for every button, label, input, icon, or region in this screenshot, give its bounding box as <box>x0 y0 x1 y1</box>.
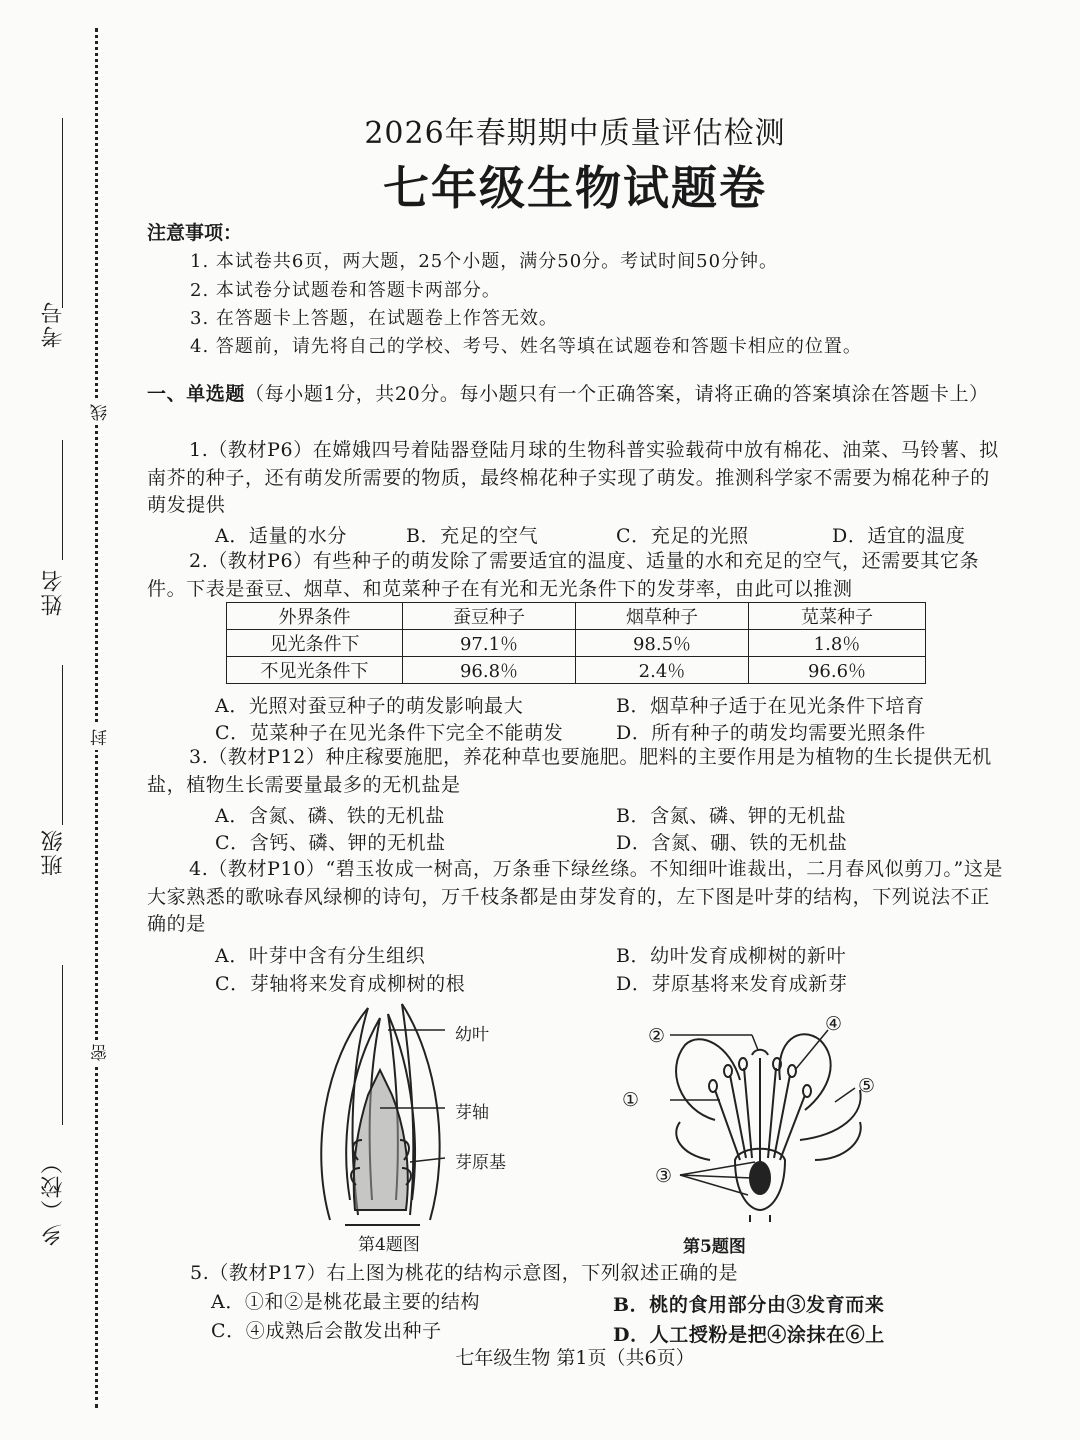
seal-line-char: 线 <box>88 400 113 425</box>
notes-heading: 注意事项： <box>147 222 243 244</box>
table-cell: 98.5％ <box>576 630 749 657</box>
school-rule <box>62 965 63 1125</box>
q4-option-c: C．芽轴将来发育成柳树的根 <box>215 973 466 995</box>
note-item: 4. 答题前，请先将自己的学校、考号、姓名等填在试题卷和答题卡相应的位置。 <box>190 336 862 357</box>
q2-option-c: C．苋菜种子在见光条件下完全不能萌发 <box>215 722 564 744</box>
leader-line-3c <box>680 1162 755 1175</box>
class-rule <box>62 665 63 825</box>
table-cell: 不见光条件下 <box>227 657 403 684</box>
leaf-bud-diagram <box>310 1000 550 1230</box>
table-header: 烟草种子 <box>576 603 749 630</box>
q2-option-d: D．所有种子的萌发均需要光照条件 <box>616 722 926 744</box>
q4-option-d: D．芽原基将来发育成新芽 <box>616 973 848 995</box>
flower-drawing <box>676 1034 861 1222</box>
q3-option-d: D．含氮、硼、铁的无机盐 <box>616 832 848 854</box>
binding-dotted-line <box>95 28 98 1408</box>
question-1-stem: 1.（教材P6）在嫦娥四号着陆器登陆月球的生物科普实验载荷中放有棉花、油菜、马铃薯、拟南芥的种子，还有萌发所需要的物质，最终棉花种子实现了萌发。推测科学家不需要为棉花种子的萌发提供 <box>147 439 999 516</box>
q4-option-b: B．幼叶发育成柳树的新叶 <box>616 945 847 967</box>
q5-option-a: A．①和②是桃花最主要的结构 <box>211 1291 481 1313</box>
q1-option-b: B．充足的空气 <box>406 525 539 547</box>
note-item: 2. 本试卷分试题卷和答题卡两部分。 <box>190 280 501 301</box>
question-5-stem <box>190 1260 1010 1288</box>
label-circled-1: ① <box>622 1089 640 1111</box>
q2-option-b: B．烟草种子适于在见光条件下培育 <box>616 695 925 717</box>
leader-line-2b <box>752 1035 758 1050</box>
label-circled-5: ⑤ <box>858 1075 876 1097</box>
table-header: 外界条件 <box>227 603 403 630</box>
q5-option-c: C．④成熟后会散发出种子 <box>211 1320 442 1342</box>
name-rule <box>62 440 63 560</box>
seal-feng-char: 封 <box>88 725 113 750</box>
table-header: 蚕豆种子 <box>403 603 576 630</box>
table-header-row <box>227 603 926 630</box>
q1-option-a: A．适量的水分 <box>215 525 347 547</box>
q3-option-c: C．含钙、磷、钾的无机盐 <box>215 832 446 854</box>
question-2-stem: 2.（教材P6）有些种子的萌发除了需要适宜的温度、适量的水和充足的空气，还需要其它条件。下表是蚕豆、烟草、和苋菜种子在有光和无光条件下的发芽率，由此可以推测 <box>147 550 980 600</box>
table-cell: 1.8％ <box>749 630 926 657</box>
page-footer: 七年级生物 第1页（共6页） <box>455 1347 695 1369</box>
germination-table <box>226 602 926 684</box>
label-circled-3: ③ <box>655 1165 673 1187</box>
question-4-stem: 4.（教材P10）“碧玉妆成一树高，万条垂下绿丝绦。不知细叶谁裁出，二月春风似剪刀。”这是大家熟悉的歌咏春风绿柳的诗句，万千枝条都是由芽发育的，左下图是叶芽的结构，下列说法不正确的是 <box>147 858 1004 935</box>
exam-no-label: 考号 <box>41 300 66 348</box>
exam-title: 2026年春期期中质量评估检测 <box>364 116 786 151</box>
label-bud-axis: 芽轴 <box>455 1103 489 1123</box>
q5-option-b: B．桃的食用部分由③发育而来 <box>613 1294 885 1316</box>
q3-option-a: A．含氮、磷、铁的无机盐 <box>215 805 445 827</box>
q1-option-c: C．充足的光照 <box>616 525 749 547</box>
peach-flower-diagram <box>640 1010 900 1225</box>
q1-option-d: D．适宜的温度 <box>832 525 966 547</box>
table-row <box>227 657 926 684</box>
paper-title: 七年级生物试题卷 <box>383 161 767 215</box>
section1-instruction: （每小题1分，共20分。每小题只有一个正确答案，请将正确的答案填涂在答题卡上） <box>245 383 989 405</box>
section1-heading: 一、单选题 <box>147 383 246 405</box>
table-header: 苋菜种子 <box>749 603 926 630</box>
table-row <box>227 630 926 657</box>
table-cell: 96.8％ <box>403 657 576 684</box>
note-item: 1. 本试卷共6页，两大题，25个小题，满分50分。考试时间50分钟。 <box>190 251 779 272</box>
label-circled-4: ④ <box>825 1013 843 1035</box>
name-label: 姓名 <box>41 568 66 616</box>
seal-mi-char: 密 <box>88 1040 113 1065</box>
section1-intro <box>147 381 1007 409</box>
q3-option-b: B．含氮、磷、钾的无机盐 <box>616 805 847 827</box>
table-cell: 见光条件下 <box>227 630 403 657</box>
leader-line-5 <box>835 1088 855 1102</box>
q4-option-a: A．叶芽中含有分生组织 <box>215 945 426 967</box>
label-young-leaf: 幼叶 <box>455 1025 489 1045</box>
label-circled-2: ② <box>648 1025 666 1047</box>
table-cell: 2.4％ <box>576 657 749 684</box>
q2-option-a: A．光照对蚕豆种子的萌发影响最大 <box>215 695 524 717</box>
class-label: 班级 <box>41 828 66 876</box>
question-5-stem-part1: 5.（教材P17）右上图为桃花的结构示意图， <box>190 1262 582 1284</box>
leaf-bud-drawing <box>321 1004 439 1225</box>
school-label: 乡（校） <box>41 1150 66 1246</box>
question-3-stem: 3.（教材P12）种庄稼要施肥，养花种草也要施肥。肥料的主要作用是为植物的生长提供无机盐，植物生长需要量最多的无机盐是 <box>147 746 992 796</box>
figure-4-caption: 第4题图 <box>358 1235 420 1255</box>
label-bud-primordium: 芽原基 <box>455 1153 506 1173</box>
q5-option-d: D．人工授粉是把④涂抹在⑥上 <box>613 1324 885 1346</box>
table-cell: 96.6％ <box>749 657 926 684</box>
note-item: 3. 在答题卡上答题，在试题卷上作答无效。 <box>190 308 558 329</box>
question-5-stem-part2: 下列叙述正确的是 <box>581 1262 739 1284</box>
table-cell: 97.1％ <box>403 630 576 657</box>
figure-5-caption: 第5题图 <box>683 1237 746 1257</box>
